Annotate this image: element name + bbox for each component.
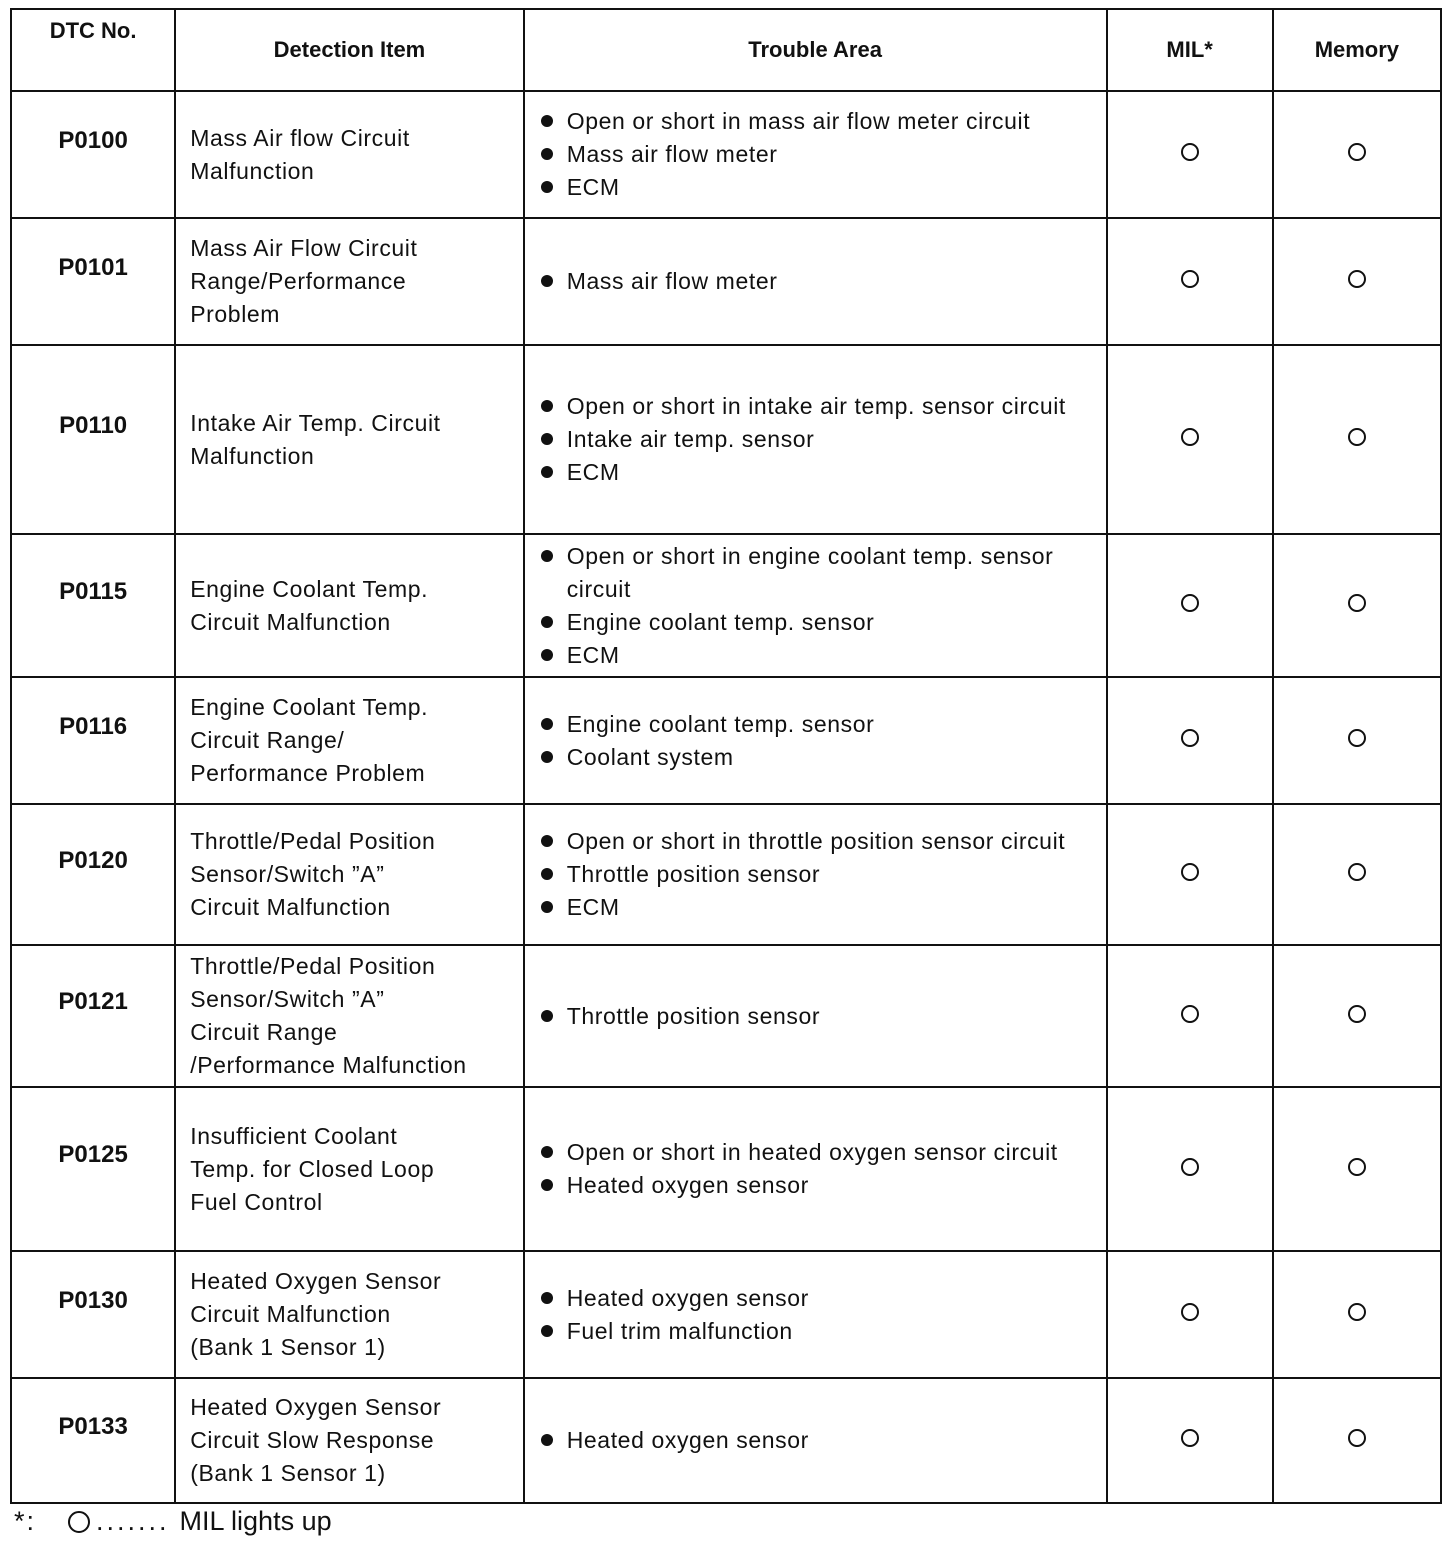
trouble-area-item — [539, 1315, 1098, 1348]
dtc-code: P0121 — [58, 988, 128, 1015]
table-body — [11, 91, 1441, 1503]
detection-item-cell — [175, 91, 523, 218]
table-row — [11, 804, 1441, 945]
detection-item-line: Mass Air Flow Circuit — [190, 235, 418, 261]
dtc-code-cell — [11, 218, 175, 345]
detection-item-cell — [175, 945, 523, 1087]
bullet-icon — [541, 718, 553, 730]
memory-cell — [1273, 945, 1441, 1087]
mil-cell — [1107, 1378, 1273, 1503]
detection-item-line: Circuit Range/ — [190, 727, 345, 753]
memory-cell — [1273, 534, 1441, 677]
trouble-area-item — [539, 423, 1098, 456]
circle-mark-icon — [1348, 1303, 1366, 1321]
detection-item-line: Malfunction — [190, 442, 315, 469]
bullet-icon — [541, 1292, 553, 1304]
trouble-area-item — [539, 171, 1098, 204]
mil-cell — [1107, 1087, 1273, 1251]
dtc-code-cell — [11, 1378, 175, 1503]
detection-item-line: Circuit Slow Response — [190, 1427, 435, 1453]
dtc-code: P0120 — [58, 846, 128, 874]
circle-mark-icon — [1181, 270, 1199, 288]
dtc-code-cell — [11, 91, 175, 218]
circle-mark-icon — [1348, 270, 1366, 288]
trouble-area-list — [539, 540, 1098, 672]
dtc-code-cell — [11, 1087, 175, 1251]
detection-item-line: Engine Coolant Temp. — [190, 575, 429, 602]
trouble-area-item — [539, 1000, 1098, 1033]
detection-item-line: Throttle/Pedal Position — [190, 953, 436, 979]
detection-item-cell — [175, 534, 523, 677]
circle-mark-icon — [1181, 143, 1199, 161]
circle-mark-icon — [1181, 863, 1199, 881]
trouble-area-item — [539, 540, 1098, 606]
detection-item-line: Performance Problem — [190, 760, 426, 786]
trouble-area-text: Heated oxygen sensor — [566, 1284, 809, 1311]
table-row — [11, 677, 1441, 804]
bullet-icon — [541, 1325, 553, 1337]
bullet-icon — [541, 275, 553, 287]
dtc-code-cell — [11, 534, 175, 677]
trouble-area-cell — [524, 1378, 1107, 1503]
dtc-code: P0110 — [59, 411, 128, 439]
memory-cell — [1273, 1087, 1441, 1251]
trouble-area-item — [539, 606, 1098, 639]
dtc-table — [10, 8, 1442, 1504]
trouble-area-text: Open or short in intake air temp. sensor circuit — [566, 393, 1066, 419]
detection-item-line: Heated Oxygen Sensor — [190, 1268, 442, 1294]
bullet-icon — [541, 181, 553, 193]
trouble-area-cell — [524, 804, 1107, 945]
mil-cell — [1107, 91, 1273, 218]
memory-cell — [1273, 91, 1441, 218]
bullet-icon — [541, 148, 553, 160]
trouble-area-item — [539, 891, 1098, 924]
dtc-code-cell — [11, 804, 175, 945]
bullet-icon — [541, 835, 553, 847]
trouble-area-list — [539, 265, 1098, 298]
trouble-area-item — [539, 105, 1098, 138]
table-row — [11, 345, 1441, 534]
trouble-area-text: Throttle position sensor — [566, 861, 821, 887]
table-row — [11, 91, 1441, 218]
trouble-area-text: Engine coolant temp. sensor — [566, 608, 875, 635]
trouble-area-text: Mass air flow meter — [566, 268, 778, 294]
bullet-icon — [541, 115, 553, 127]
trouble-area-list — [539, 1000, 1098, 1033]
trouble-area-cell — [524, 1251, 1107, 1378]
trouble-area-text: Coolant system — [566, 743, 734, 770]
circle-mark-icon — [68, 1511, 90, 1533]
header-detection-item: Detection Item — [175, 9, 523, 91]
bullet-icon — [541, 550, 553, 562]
trouble-area-item — [539, 265, 1098, 298]
dtc-code: P0115 — [59, 577, 128, 605]
bullet-icon — [541, 1179, 553, 1191]
memory-cell — [1273, 677, 1441, 804]
footnote-asterisk: *: — [14, 1506, 37, 1536]
bullet-icon — [541, 868, 553, 880]
detection-item-cell — [175, 218, 523, 345]
circle-mark-icon — [1181, 428, 1199, 446]
dtc-code: P0125 — [58, 1141, 128, 1168]
dtc-code: P0101 — [58, 253, 128, 281]
detection-item-line: /Performance Malfunction — [190, 1052, 467, 1078]
bullet-icon — [541, 649, 553, 661]
circle-mark-icon — [1348, 1005, 1366, 1023]
trouble-area-text: Throttle position sensor — [566, 1002, 821, 1029]
trouble-area-cell — [524, 945, 1107, 1087]
bullet-icon — [541, 901, 553, 913]
memory-cell — [1273, 345, 1441, 534]
circle-mark-icon — [1181, 1158, 1199, 1176]
circle-mark-icon — [1348, 594, 1366, 612]
trouble-area-list — [539, 390, 1098, 489]
trouble-area-list — [539, 708, 1098, 774]
trouble-area-cell — [524, 677, 1107, 804]
circle-mark-icon — [1181, 1429, 1199, 1447]
bullet-icon — [541, 433, 553, 445]
trouble-area-text: Open or short in heated oxygen sensor circuit — [566, 1139, 1058, 1165]
bullet-icon — [541, 1010, 553, 1022]
dtc-code-cell — [11, 677, 175, 804]
detection-item-line: Sensor/Switch ”A” — [190, 861, 385, 887]
header-dtc-no: DTC No. — [11, 9, 175, 91]
trouble-area-cell — [524, 534, 1107, 677]
trouble-area-item — [539, 858, 1098, 891]
trouble-area-text: ECM — [566, 459, 620, 485]
trouble-area-text: Engine coolant temp. sensor — [566, 710, 875, 737]
trouble-area-item — [539, 1424, 1098, 1457]
detection-item-cell — [175, 804, 523, 945]
table-row — [11, 1087, 1441, 1251]
memory-cell — [1273, 804, 1441, 945]
detection-item-cell — [175, 345, 523, 534]
detection-item-line: (Bank 1 Sensor 1) — [190, 1460, 386, 1486]
trouble-area-text: ECM — [566, 174, 620, 200]
mil-cell — [1107, 945, 1273, 1087]
circle-mark-icon — [1348, 863, 1366, 881]
trouble-area-list — [539, 825, 1098, 924]
mil-cell — [1107, 1251, 1273, 1378]
dtc-code: P0133 — [58, 1412, 128, 1440]
trouble-area-list — [539, 1282, 1098, 1348]
trouble-area-item — [539, 741, 1098, 774]
mil-cell — [1107, 534, 1273, 677]
table-row — [11, 945, 1441, 1087]
detection-item-cell — [175, 1378, 523, 1503]
table-row — [11, 1378, 1441, 1503]
header-mil: MIL* — [1107, 9, 1273, 91]
bullet-icon — [541, 466, 553, 478]
trouble-area-item — [539, 456, 1098, 489]
mil-cell — [1107, 218, 1273, 345]
bullet-icon — [541, 751, 553, 763]
trouble-area-text: Open or short in throttle position sensor circuit — [566, 828, 1066, 854]
dtc-code-cell — [11, 1251, 175, 1378]
circle-mark-icon — [1348, 729, 1366, 747]
footnote — [14, 1506, 332, 1537]
detection-item-line: Heated Oxygen Sensor — [190, 1394, 442, 1420]
trouble-area-item — [539, 708, 1098, 741]
trouble-area-cell — [524, 1087, 1107, 1251]
circle-mark-icon — [1348, 143, 1366, 161]
detection-item-line: Fuel Control — [190, 1188, 323, 1215]
detection-item-cell — [175, 677, 523, 804]
trouble-area-cell — [524, 345, 1107, 534]
memory-cell — [1273, 1251, 1441, 1378]
circle-mark-icon — [1348, 428, 1366, 446]
footnote-text: MIL lights up — [179, 1506, 332, 1536]
trouble-area-text: Fuel trim malfunction — [566, 1317, 793, 1344]
detection-item-line: Temp. for Closed Loop — [190, 1155, 435, 1182]
circle-mark-icon — [1348, 1429, 1366, 1447]
table-row — [11, 218, 1441, 345]
mil-cell — [1107, 677, 1273, 804]
detection-item-line: Circuit Malfunction — [190, 1301, 391, 1327]
circle-mark-icon — [1348, 1158, 1366, 1176]
detection-item-line: Malfunction — [190, 157, 315, 184]
trouble-area-list — [539, 105, 1098, 204]
detection-item-line: Problem — [190, 301, 281, 327]
trouble-area-text: Open or short in engine coolant temp. sensor circuit — [566, 542, 1054, 602]
trouble-area-list — [539, 1424, 1098, 1457]
table-row — [11, 534, 1441, 677]
trouble-area-item — [539, 1169, 1098, 1202]
memory-cell — [1273, 1378, 1441, 1503]
trouble-area-text: Open or short in mass air flow meter circuit — [566, 108, 1031, 134]
trouble-area-cell — [524, 218, 1107, 345]
header-row — [11, 9, 1441, 91]
dtc-code: P0130 — [58, 1286, 128, 1314]
trouble-area-item — [539, 390, 1098, 423]
bullet-icon — [541, 616, 553, 628]
dtc-code: P0100 — [58, 126, 128, 154]
circle-mark-icon — [1181, 729, 1199, 747]
detection-item-line: Engine Coolant Temp. — [190, 694, 429, 720]
bullet-icon — [541, 400, 553, 412]
trouble-area-cell — [524, 91, 1107, 218]
trouble-area-text: ECM — [566, 641, 620, 668]
trouble-area-text: Heated oxygen sensor — [566, 1172, 809, 1198]
detection-item-line: Insufficient Coolant — [190, 1122, 398, 1149]
bullet-icon — [541, 1434, 553, 1446]
mil-cell — [1107, 804, 1273, 945]
detection-item-line: Intake Air Temp. Circuit — [190, 409, 441, 436]
detection-item-line: Circuit Range — [190, 1019, 338, 1045]
memory-cell — [1273, 218, 1441, 345]
table-row — [11, 1251, 1441, 1378]
trouble-area-text: Intake air temp. sensor — [566, 426, 815, 452]
dtc-code-cell — [11, 345, 175, 534]
bullet-icon — [541, 1146, 553, 1158]
dtc-code: P0116 — [59, 712, 128, 740]
trouble-area-item — [539, 138, 1098, 171]
footnote-dots: ....... — [96, 1506, 170, 1536]
detection-item-line: Circuit Malfunction — [190, 894, 391, 920]
detection-item-line: (Bank 1 Sensor 1) — [190, 1334, 386, 1360]
trouble-area-text: ECM — [566, 894, 620, 920]
trouble-area-list — [539, 1136, 1098, 1202]
circle-mark-icon — [1181, 1005, 1199, 1023]
header-memory: Memory — [1273, 9, 1441, 91]
trouble-area-item — [539, 1282, 1098, 1315]
trouble-area-text: Heated oxygen sensor — [566, 1427, 809, 1453]
detection-item-line: Sensor/Switch ”A” — [190, 986, 385, 1012]
trouble-area-item — [539, 825, 1098, 858]
detection-item-line: Mass Air flow Circuit — [190, 124, 410, 151]
detection-item-cell — [175, 1087, 523, 1251]
dtc-code-cell — [11, 945, 175, 1087]
trouble-area-text: Mass air flow meter — [566, 141, 778, 167]
circle-mark-icon — [1181, 1303, 1199, 1321]
detection-item-cell — [175, 1251, 523, 1378]
trouble-area-item — [539, 639, 1098, 672]
mil-cell — [1107, 345, 1273, 534]
detection-item-line: Circuit Malfunction — [190, 608, 391, 635]
header-trouble-area: Trouble Area — [524, 9, 1107, 91]
detection-item-line: Throttle/Pedal Position — [190, 828, 436, 854]
detection-item-line: Range/Performance — [190, 268, 407, 294]
trouble-area-item — [539, 1136, 1098, 1169]
circle-mark-icon — [1181, 594, 1199, 612]
